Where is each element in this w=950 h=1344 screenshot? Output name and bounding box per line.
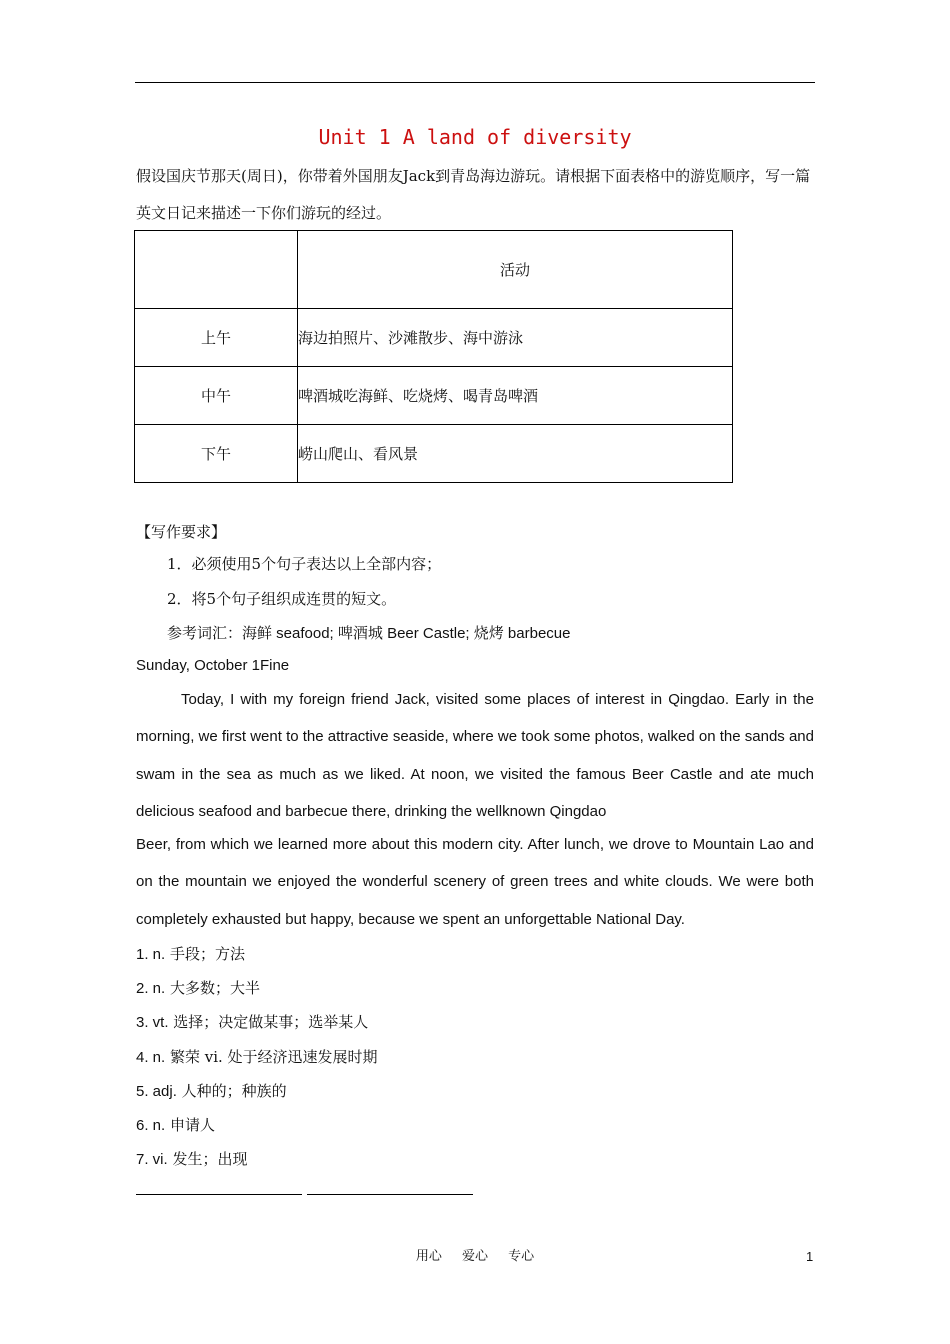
activity-cell: 海边拍照片、沙滩散步、海中游泳: [298, 309, 733, 367]
item-number: 3. vt.: [136, 1014, 169, 1032]
activity-cell: 崂山爬山、看风景: [298, 425, 733, 483]
definition-list: [136, 940, 378, 1179]
requirement-item: 2．将5个句子组织成连贯的短文。: [167, 590, 397, 608]
unit-title: Unit 1 A land of diversity: [318, 125, 632, 149]
activity-cell: 啤酒城吃海鲜、吃烧烤、喝青岛啤酒: [298, 367, 733, 425]
item-text: 繁荣 vi. 处于经济迅速发展时期: [169, 1047, 378, 1066]
time-cell: 上午: [135, 309, 298, 367]
list-item: [136, 1008, 378, 1042]
item-text: 大多数；大半: [169, 979, 260, 998]
table-row: [135, 425, 733, 483]
reference-vocabulary: [167, 619, 571, 648]
list-item: [136, 1145, 378, 1179]
item-number: 2. n.: [136, 980, 166, 998]
list-item: [136, 1043, 378, 1077]
list-item: [136, 974, 378, 1008]
table-header-row: [135, 231, 733, 309]
item-text: 手段；方法: [169, 945, 245, 963]
diary-paragraph: Today, I with my foreign friend Jack, visited some places of interest in Qingdao. Early in the morning, we first went to the attractive seaside, where we took some photos, walked on the sands and swam in the sea as much as we liked. At noon, we visited the famous Beer Castle and ate much delicious seafood and barbecue there, drinking the wellknown Qingdao: [136, 691, 814, 820]
list-item: [136, 940, 378, 974]
item-text: 选择；决定做某事；选举某人: [173, 1013, 369, 1032]
item-number: 7. vi.: [136, 1151, 168, 1169]
header-rule: [135, 82, 815, 83]
item-text: 发生；出现: [172, 1150, 248, 1169]
requirement-item: 1．必须使用5个句子表达以上全部内容；: [167, 555, 442, 573]
footer-word: 用心: [415, 1249, 442, 1264]
item-text: 申请人: [169, 1115, 215, 1134]
diary-body: [136, 681, 814, 938]
task-description: 假设国庆节那天(周日)，你带着外国朋友Jack到青岛海边游玩。请根据下面表格中的游览顺序，写一篇英文日记来描述一下你们游玩的经过。: [136, 167, 811, 222]
header-cell-activity: 活动: [298, 231, 733, 309]
requirements-heading: 【写作要求】: [136, 523, 227, 541]
itinerary-table: [134, 230, 733, 483]
footer-word: 专心: [508, 1249, 535, 1264]
footer-word: 爱心: [461, 1249, 488, 1264]
item-number: 5. adj.: [136, 1082, 177, 1100]
vocab-list: 海鲜 seafood; 啤酒城 Beer Castle; 烧烤 barbecue: [242, 625, 571, 642]
page-number: 1: [806, 1249, 814, 1264]
vocab-label: 参考词汇：: [167, 624, 243, 642]
time-cell: 下午: [135, 425, 298, 483]
diary-date: Sunday, October 1Fine: [136, 657, 290, 674]
list-item: [136, 1111, 378, 1145]
answer-blank: [136, 1194, 302, 1195]
answer-blank: [307, 1194, 473, 1195]
list-item: [136, 1077, 378, 1111]
item-number: 6. n.: [136, 1116, 166, 1134]
header-cell-time: [135, 231, 298, 309]
item-number: 1. n.: [136, 946, 166, 963]
item-number: 4. n.: [136, 1048, 166, 1066]
diary-paragraph: Beer, from which we learned more about this modern city. After lunch, we drove to Mountain Lao and on the mountain we enjoyed the wonderful scenery of green trees and white clouds. We were both completely exhausted but happy, because we spent an unforgettable National Day.: [136, 836, 814, 928]
table-row: [135, 309, 733, 367]
item-text: 人种的；种族的: [181, 1081, 287, 1100]
table-row: [135, 367, 733, 425]
time-cell: 中午: [135, 367, 298, 425]
